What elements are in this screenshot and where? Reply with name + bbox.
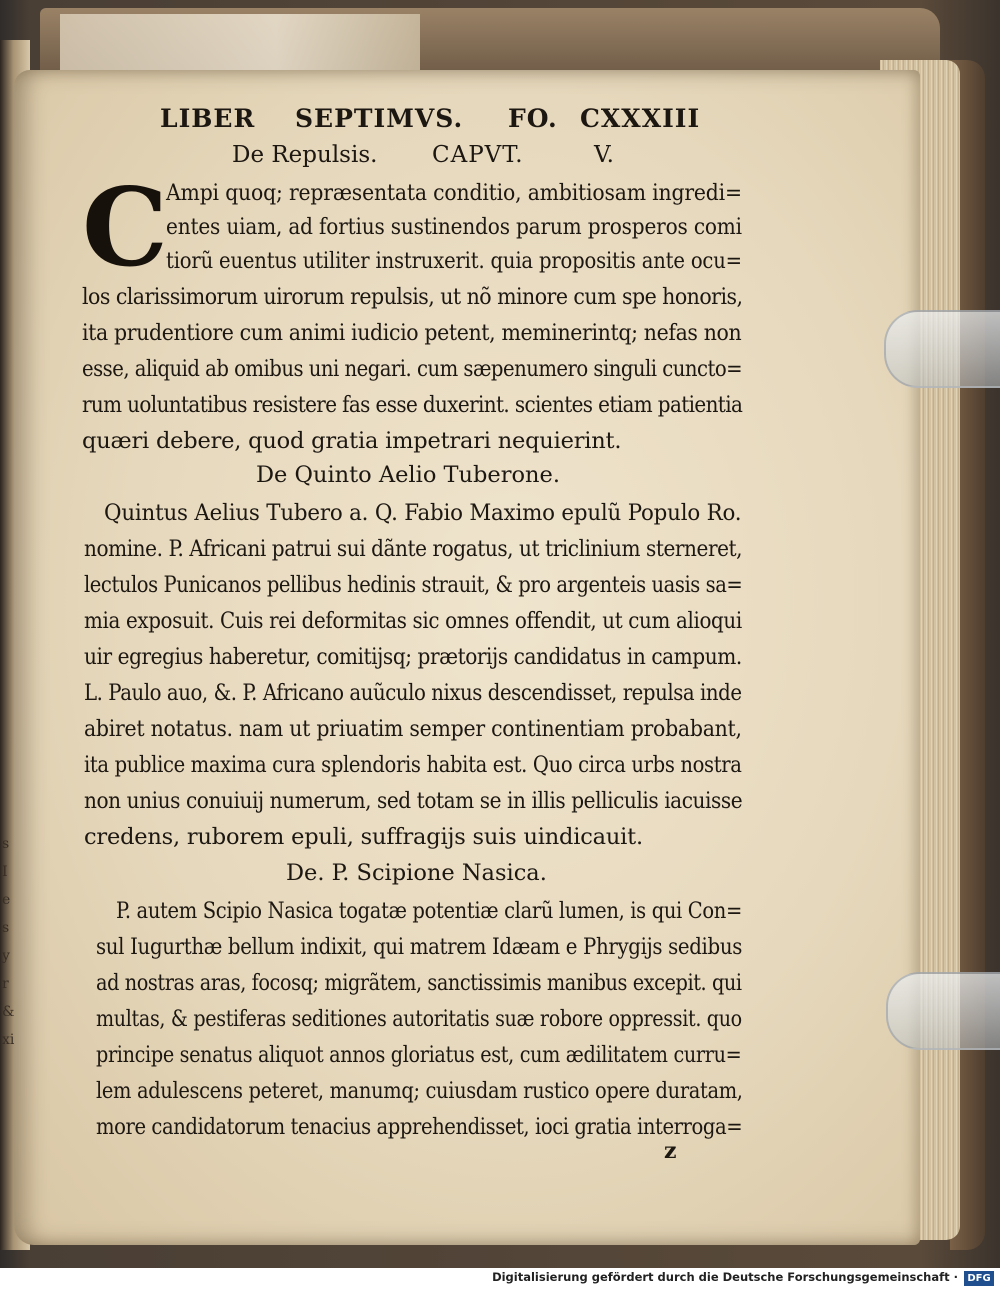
text-line: principe senatus aliquot annos gloriatus est, cum ædilitatem curru= <box>96 1042 742 1068</box>
text-line: entes uiam, ad fortius sustinendos parum prosperos comi <box>166 214 742 240</box>
text-line: L. Paulo auo, &. P. Africano auũculo nixus descendisset, repulsa inde <box>84 680 742 706</box>
section-title-nasica: De. P. Scipione Nasica. <box>286 860 547 886</box>
text-line: ad nostras aras, focosq; migrãtem, sanctissimis manibus excepit. qui <box>96 970 742 996</box>
text-line: multas, & pestiferas seditiones autoritatis suæ robore oppressit. quo <box>96 1006 742 1032</box>
text-line: non unius conuiuij numerum, sed totam se in illis pelliculis iacuisse <box>84 788 743 814</box>
text-line: uir egregius haberetur, comitijsq; prætorijs candidatus in campum. <box>84 644 742 670</box>
text-line: P. autem Scipio Nasica togatæ potentiæ clarũ lumen, is qui Con= <box>116 898 743 924</box>
text-line: sul Iugurthæ bellum indixit, qui matrem Idæam e Phrygijs sedibus <box>96 934 743 960</box>
folio-number: CXXXIII <box>580 104 701 133</box>
header-liber: LIBER <box>160 104 256 133</box>
margin-mark: xi <box>2 1032 15 1048</box>
dfg-logo-icon: DFG <box>964 1271 994 1286</box>
drop-cap-initial: C <box>82 165 168 291</box>
margin-mark: & <box>2 1004 15 1020</box>
margin-mark: y <box>2 948 10 964</box>
footer-credit: Digitalisierung gefördert durch die Deutsche Forschungsgemeinschaft · <box>492 1270 958 1284</box>
margin-mark: s <box>2 836 10 852</box>
chapter-caput: CAPVT. <box>432 142 524 168</box>
section-title-tubero: De Quinto Aelio Tuberone. <box>256 462 561 488</box>
text-line: ita publice maxima cura splendoris habita est. Quo circa urbs nostra <box>84 752 742 778</box>
text-line: quæri debere, quod gratia impetrari nequierint. <box>82 428 622 454</box>
margin-mark: I <box>2 864 8 880</box>
margin-mark: e <box>2 892 11 908</box>
text-line: Quintus Aelius Tubero a. Q. Fabio Maximo epulũ Populo Ro. <box>104 500 742 526</box>
margin-mark: s <box>2 920 10 936</box>
text-line: abiret notatus. nam ut priuatim semper continentiam probabant, <box>84 716 742 742</box>
text-line: ita prudentiore cum animi iudicio petent, meminerintq; nefas non <box>82 320 742 346</box>
margin-mark: r <box>2 976 9 992</box>
text-line: tiorũ euentus utiliter instruxerit. quia propositis ante ocu= <box>166 248 742 274</box>
header-fo: FO. <box>508 104 558 133</box>
digitization-footer <box>0 1268 1000 1290</box>
text-line: lectulos Punicanos pellibus hedinis strauit, & pro argenteis uasis sa= <box>84 572 743 598</box>
text-line: credens, ruborem epuli, suffragijs suis uindicauit. <box>84 824 643 850</box>
text-line: Ampi quoq; repræsentata conditio, ambitiosam ingredi= <box>166 180 742 206</box>
text-line: nomine. P. Africani patrui sui dãnte rogatus, ut triclinium sterneret, <box>84 536 743 562</box>
text-line: esse, aliquid ab omibus uni negari. cum sæpenumero singuli cuncto= <box>82 356 743 382</box>
text-line: los clarissimorum uirorum repulsis, ut nõ minore cum spe honoris, <box>82 284 743 310</box>
text-line: mia exposuit. Cuis rei deformitas sic omnes offendit, ut cum alioqui <box>84 608 742 634</box>
text-line: lem adulescens peteret, manumq; cuiusdam rustico opere duratam, <box>96 1078 743 1104</box>
header-septimus: SEPTIMVS. <box>295 104 464 133</box>
chapter-number: V. <box>594 142 614 168</box>
text-line: more candidatorum tenacius apprehendisset, ioci gratia interroga= <box>96 1114 743 1140</box>
text-line: rum uoluntatibus resistere fas esse duxerint. scientes etiam patientia <box>82 392 743 418</box>
chapter-title: De Repulsis. <box>232 142 378 168</box>
signature-mark: z <box>664 1138 677 1164</box>
